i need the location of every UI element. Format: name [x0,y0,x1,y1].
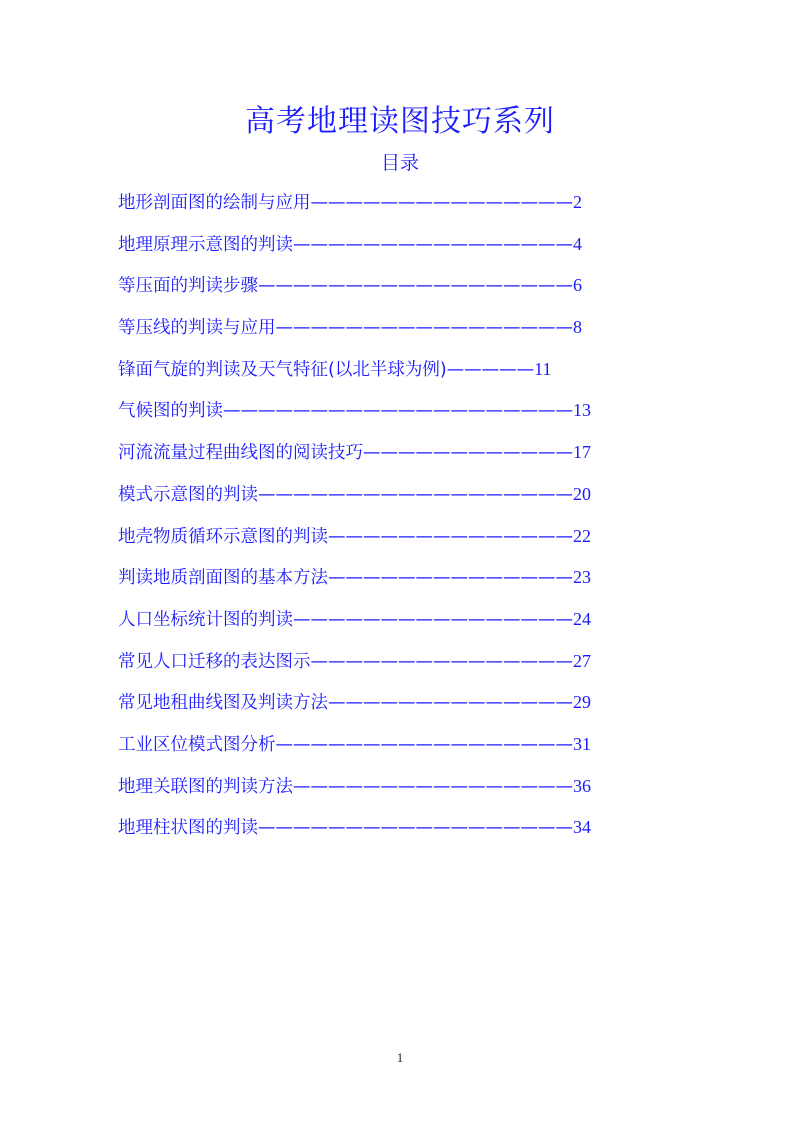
toc-entry[interactable] [118,522,678,564]
toc-entry-title: 地理原理示意图的判读 [118,234,293,255]
toc-page-number: 17 [573,442,591,463]
toc-entry[interactable] [118,605,678,647]
toc-page-number: 36 [573,775,591,796]
toc-entry-title: 锋面气旋的判读及天气特征(以北半球为例) [118,359,447,380]
toc-leader: —————————————————— [258,484,573,505]
toc-entry[interactable] [118,813,678,855]
toc-leader: ———————————————————— [223,401,573,422]
toc-entry[interactable] [118,647,678,689]
toc-page-number: 20 [573,483,591,504]
toc-page-number: 8 [573,317,582,338]
toc-entry[interactable] [118,271,678,313]
toc-page-number: 34 [573,817,591,838]
toc-entry[interactable] [118,188,678,230]
toc-page-number: 24 [573,608,591,629]
toc-page-number: 27 [573,650,591,671]
toc-page-number: 2 [573,192,582,212]
toc-leader: ———————————————— [293,234,573,255]
toc-entry[interactable] [118,730,678,772]
toc-entry[interactable] [118,396,678,438]
toc-entry-title: 河流流量过程曲线图的阅读技巧 [118,443,363,464]
toc-page-number: 29 [573,692,591,713]
toc-page-number: 13 [573,400,591,421]
toc-entry[interactable] [118,355,678,397]
toc-entry-title: 等压面的判读步骤 [118,276,258,297]
toc-entry[interactable] [118,563,678,605]
toc-page-number: 11 [534,358,552,379]
toc-leader: ————— [446,359,535,380]
toc-entry-title: 气候图的判读 [118,401,223,422]
toc-entry-title: 工业区位模式图分析 [118,734,276,755]
toc-page-number: 23 [573,567,591,588]
toc-entry-title: 模式示意图的判读 [118,484,258,505]
toc-leader: ———————————— [363,443,573,464]
toc-heading: 目录 [380,152,419,174]
toc-page-number: 22 [573,525,591,546]
toc-entry[interactable] [118,688,678,730]
toc-leader: ————————————————— [275,318,573,339]
toc-entry[interactable] [118,438,678,480]
toc-page-number: 6 [573,275,582,296]
toc-leader: —————————————— [328,693,573,714]
document-title: 高考地理读图技巧系列 [245,104,555,139]
toc-entry-title: 地理关联图的判读方法 [118,776,293,797]
toc-entry[interactable] [118,230,678,272]
toc-entry-title: 常见人口迁移的表达图示 [118,651,311,672]
toc-leader: ———————————————— [293,776,573,797]
toc-entry-title: 等压线的判读与应用 [118,318,276,339]
toc-entry-title: 地理柱状图的判读 [118,818,258,839]
toc-leader: ——————————————— [310,651,573,672]
toc-entry-title: 常见地租曲线图及判读方法 [118,693,328,714]
toc-leader: —————————————— [328,526,573,547]
toc-page-number: 31 [573,733,591,754]
toc-entry-title: 人口坐标统计图的判读 [118,609,293,630]
toc-leader: —————————————— [328,568,573,589]
toc-page-number: 4 [573,233,582,254]
toc-entry[interactable] [118,313,678,355]
toc-entry-title: 地壳物质循环示意图的判读 [118,526,328,547]
page-number: 1 [396,1050,404,1065]
toc-leader: —————————————————— [258,818,573,839]
toc-entry[interactable] [118,480,678,522]
toc-leader: ————————————————— [275,734,573,755]
toc-entry-title: 地形剖面图的绘制与应用 [118,193,311,213]
toc-entry-title: 判读地质剖面图的基本方法 [118,568,328,589]
toc-entry[interactable] [118,772,678,814]
toc-leader: —————————————————— [258,276,573,297]
toc-leader: ——————————————— [310,193,573,213]
toc-leader: ———————————————— [293,609,573,630]
table-of-contents [118,188,678,855]
